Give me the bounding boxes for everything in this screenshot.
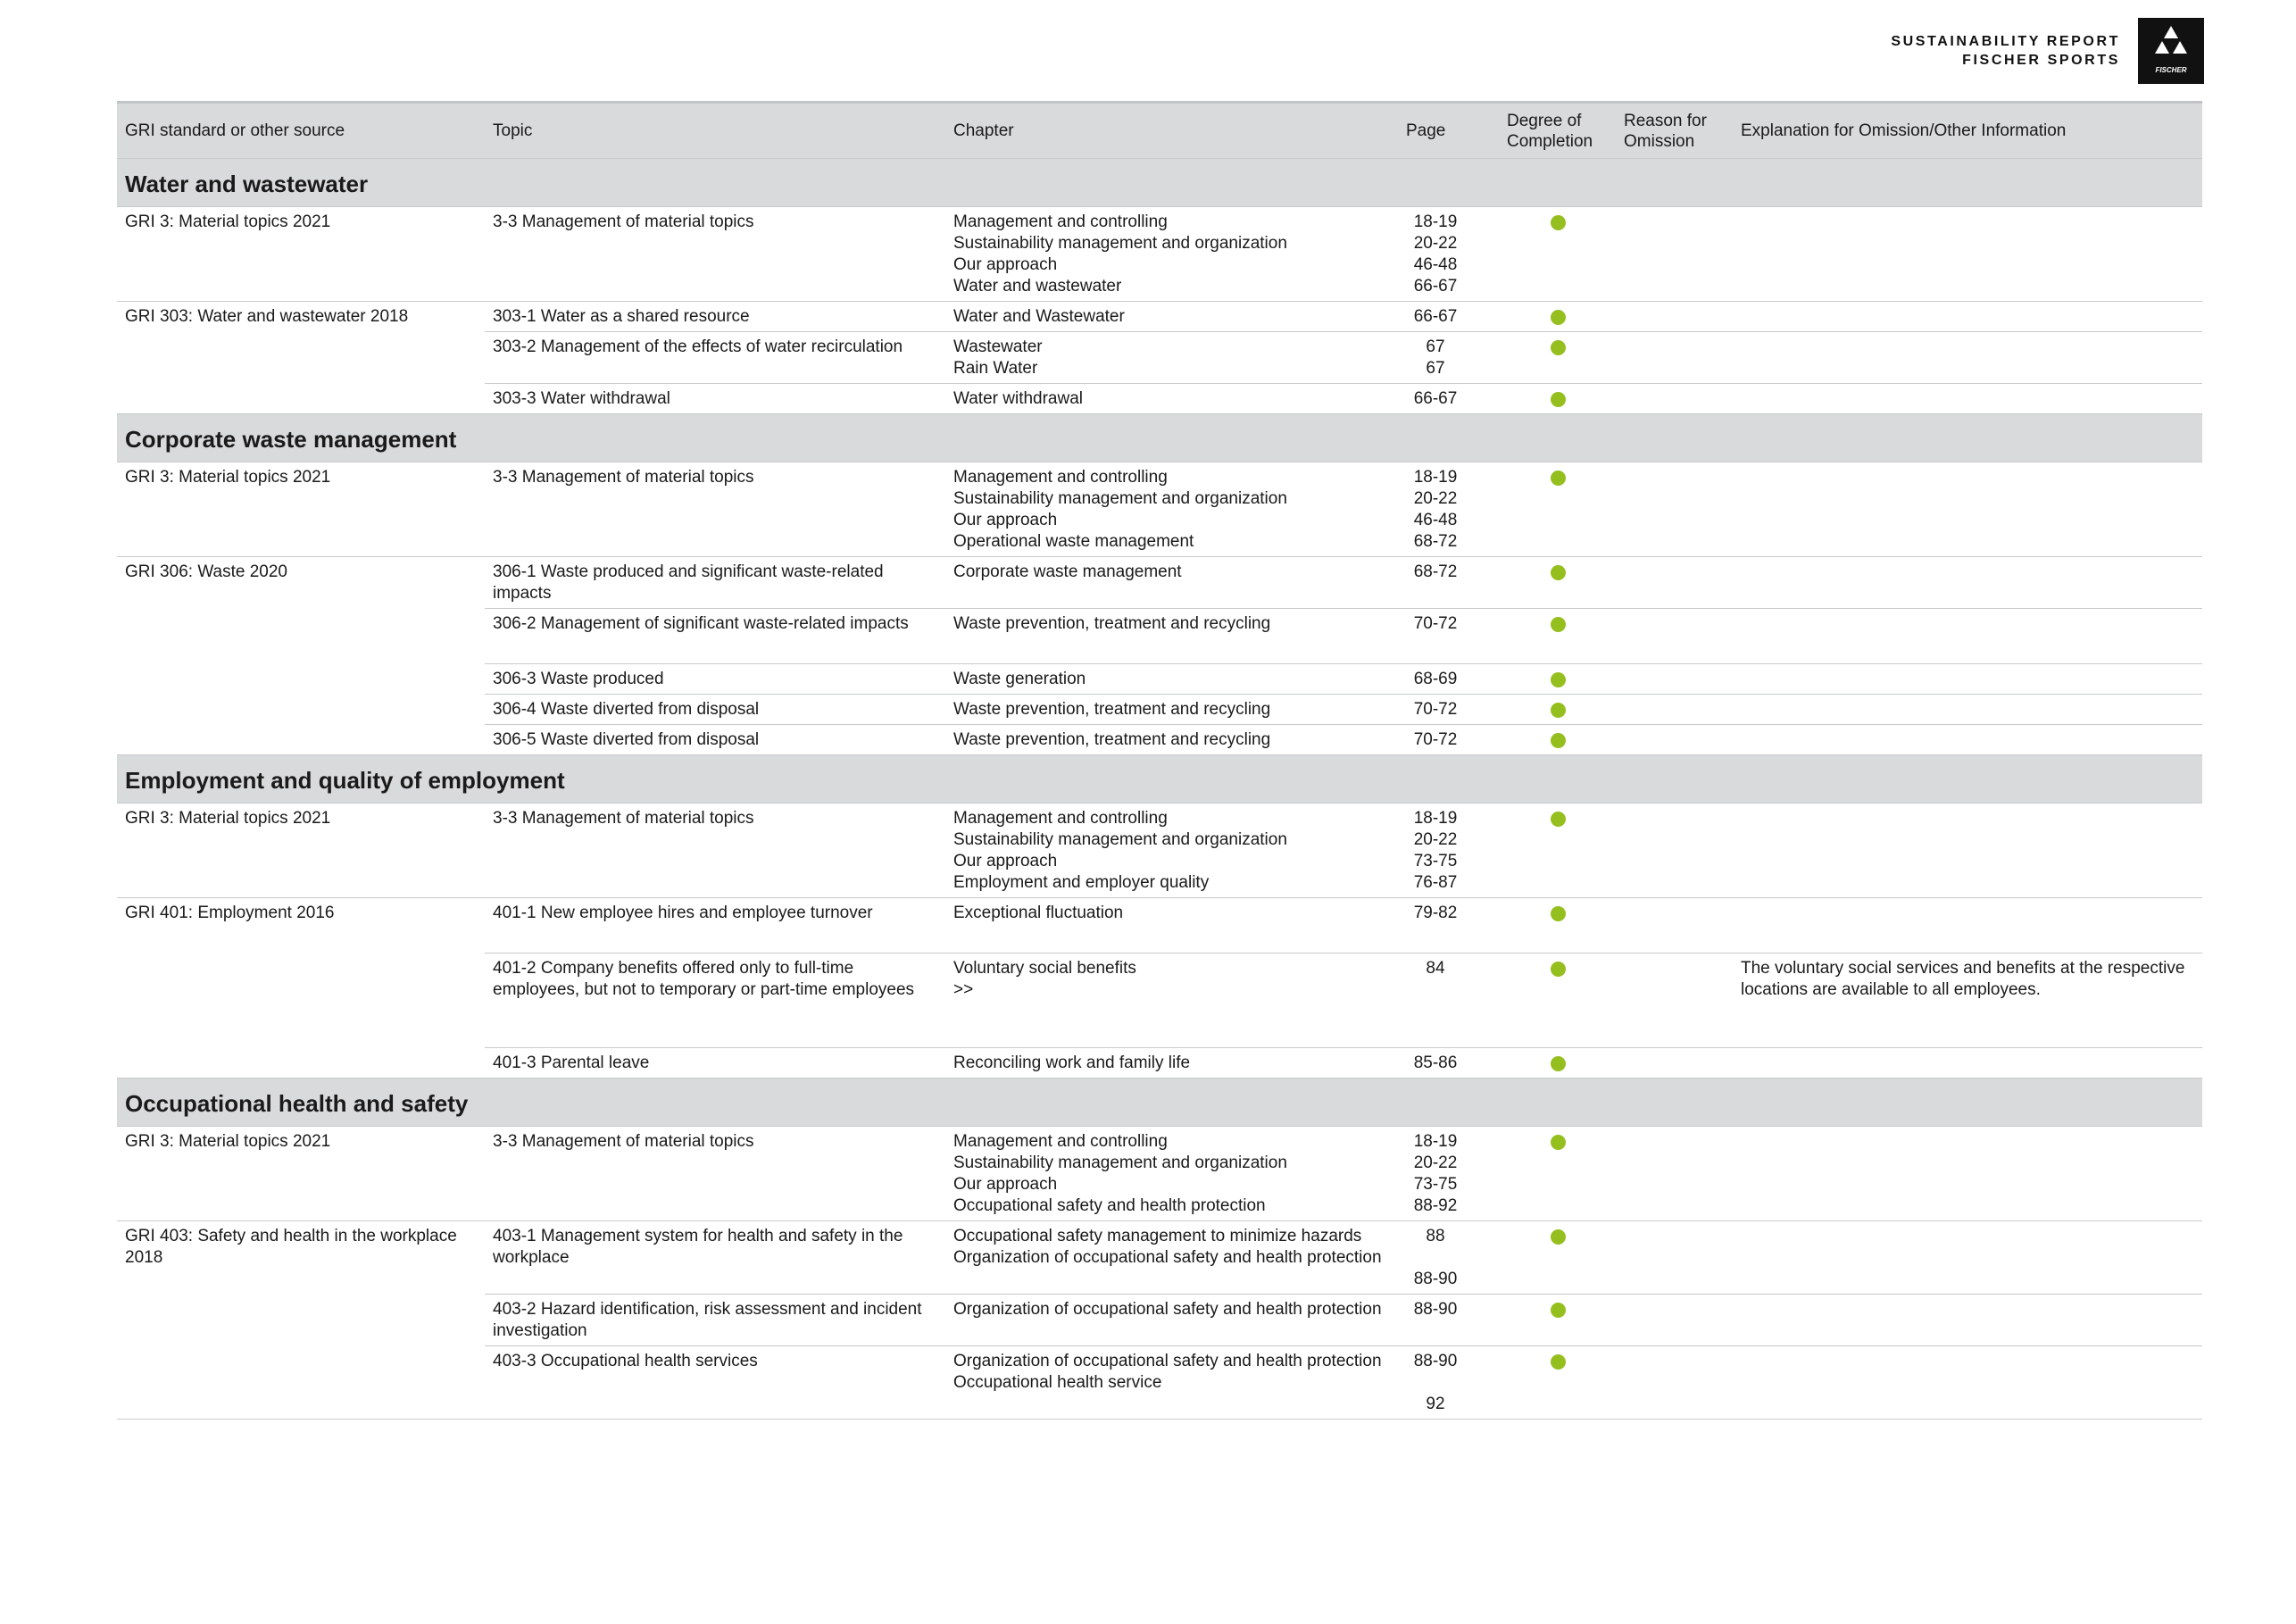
cell-chapter-line: Our approach (953, 1175, 1058, 1194)
header-page: Page (1406, 103, 1499, 159)
cell-explanation (1733, 207, 2202, 302)
cell-source: GRI 303: Water and wastewater 2018 (117, 302, 485, 332)
table-row (117, 725, 2202, 755)
cell-page-line: 70-72 (1413, 614, 1458, 633)
cell-degree (1499, 557, 1616, 609)
cell-chapter (945, 664, 1406, 695)
cell-chapter (945, 804, 1406, 898)
cell-reason (1616, 1221, 1733, 1295)
cell-page-line: 88-90 (1413, 1270, 1458, 1288)
cell-topic: 401-1 New employee hires and employee turnover (485, 898, 945, 954)
cell-chapter-line: Sustainability management and organization (953, 1153, 1287, 1172)
table-row (117, 1346, 2202, 1420)
section-title: Occupational health and safety (117, 1079, 2202, 1127)
cell-topic: 3-3 Management of material topics (485, 462, 945, 557)
table-row (117, 462, 2202, 557)
cell-reason (1616, 1346, 1733, 1420)
section-title: Corporate waste management (117, 414, 2202, 462)
table-row (117, 804, 2202, 898)
cell-page-line: 88-90 (1413, 1352, 1458, 1370)
cell-degree (1499, 695, 1616, 725)
cell-chapter-line: Voluntary social benefits (953, 959, 1136, 978)
cell-degree (1499, 384, 1616, 414)
table-row (117, 1295, 2202, 1346)
cell-reason (1616, 207, 1733, 302)
table-row (117, 557, 2202, 609)
cell-page (1406, 1295, 1499, 1346)
cell-page (1406, 302, 1499, 332)
cell-page-line: 70-72 (1413, 700, 1458, 719)
table-header-row (117, 103, 2202, 159)
cell-chapter-line: Management and controlling (953, 809, 1168, 828)
table-row (117, 695, 2202, 725)
completion-dot-icon (1551, 1303, 1566, 1318)
gri-index-table-container (117, 101, 2202, 1420)
cell-source (117, 1346, 485, 1420)
cell-page-line: 46-48 (1413, 255, 1458, 274)
cell-chapter (945, 725, 1406, 755)
report-title (1891, 32, 2120, 70)
cell-page-line: 20-22 (1413, 1153, 1458, 1172)
cell-page-line: 20-22 (1413, 489, 1458, 508)
cell-page-line: 18-19 (1413, 809, 1458, 828)
logo-wordmark: FISCHER (2155, 66, 2187, 74)
cell-page (1406, 695, 1499, 725)
cell-source (117, 695, 485, 725)
section-title: Employment and quality of employment (117, 755, 2202, 804)
cell-degree (1499, 1346, 1616, 1420)
cell-degree (1499, 609, 1616, 664)
cell-chapter-line: Corporate waste management (953, 562, 1182, 581)
header-source: GRI standard or other source (117, 103, 485, 159)
table-row (117, 332, 2202, 384)
cell-page-line: 18-19 (1413, 212, 1458, 231)
cell-chapter-line: Management and controlling (953, 1132, 1168, 1151)
report-brand (1891, 18, 2204, 84)
cell-chapter-line: Organization of occupational safety and health protection (953, 1300, 1382, 1319)
cell-topic: 306-3 Waste produced (485, 664, 945, 695)
cell-explanation (1733, 725, 2202, 755)
cell-explanation (1733, 1346, 2202, 1420)
cell-chapter (945, 332, 1406, 384)
cell-source (117, 384, 485, 414)
cell-page-line: 68-72 (1413, 562, 1458, 581)
cell-topic: 3-3 Management of material topics (485, 207, 945, 302)
cell-page-line: 68-69 (1413, 670, 1458, 688)
cell-page-line: 18-19 (1413, 1132, 1458, 1151)
cell-page-line: 73-75 (1413, 852, 1458, 870)
cell-chapter-line: Sustainability management and organization (953, 489, 1287, 508)
cell-explanation (1733, 1295, 2202, 1346)
cell-reason (1616, 609, 1733, 664)
cell-explanation (1733, 462, 2202, 557)
cell-topic: 306-2 Management of significant waste-related impacts (485, 609, 945, 664)
cell-chapter-line: >> (953, 980, 974, 999)
cell-explanation (1733, 557, 2202, 609)
completion-dot-icon (1551, 1135, 1566, 1150)
cell-reason (1616, 1295, 1733, 1346)
cell-chapter (945, 207, 1406, 302)
cell-page-line: 84 (1426, 959, 1445, 978)
report-title-line2: FISCHER SPORTS (1962, 53, 2120, 68)
cell-page-line: 88-90 (1413, 1300, 1458, 1319)
cell-source (117, 332, 485, 384)
cell-source: GRI 401: Employment 2016 (117, 898, 485, 954)
completion-dot-icon (1551, 1354, 1566, 1370)
cell-page (1406, 1048, 1499, 1079)
fischer-logo-icon (2138, 18, 2204, 84)
table-row (117, 954, 2202, 1048)
table-row (117, 302, 2202, 332)
cell-degree (1499, 207, 1616, 302)
cell-chapter-line: Water and wastewater (953, 277, 1122, 296)
cell-chapter (945, 1221, 1406, 1295)
cell-page (1406, 557, 1499, 609)
table-row (117, 609, 2202, 664)
cell-page-line: 66-67 (1413, 277, 1458, 296)
cell-chapter (945, 302, 1406, 332)
cell-page-line: 46-48 (1413, 511, 1458, 529)
cell-page (1406, 462, 1499, 557)
header-explanation: Explanation for Omission/Other Information (1733, 103, 2202, 159)
table-row (117, 384, 2202, 414)
cell-chapter-line: Wastewater (953, 337, 1043, 356)
cell-source: GRI 306: Waste 2020 (117, 557, 485, 609)
table-body (117, 159, 2202, 1420)
cell-page (1406, 1127, 1499, 1221)
cell-chapter (945, 462, 1406, 557)
cell-reason (1616, 1127, 1733, 1221)
cell-explanation (1733, 302, 2202, 332)
completion-dot-icon (1551, 733, 1566, 748)
cell-reason (1616, 664, 1733, 695)
completion-dot-icon (1551, 962, 1566, 977)
completion-dot-icon (1551, 703, 1566, 718)
completion-dot-icon (1551, 340, 1566, 355)
cell-degree (1499, 1048, 1616, 1079)
cell-degree (1499, 725, 1616, 755)
cell-source: GRI 3: Material topics 2021 (117, 1127, 485, 1221)
cell-page-line: 20-22 (1413, 234, 1458, 253)
table-row (117, 898, 2202, 954)
cell-chapter-line: Our approach (953, 511, 1058, 529)
cell-source (117, 609, 485, 664)
section-title: Water and wastewater (117, 159, 2202, 207)
cell-topic: 306-1 Waste produced and significant waste-related impacts (485, 557, 945, 609)
cell-topic: 401-2 Company benefits offered only to full-time employees, but not to temporary or part-time employees (485, 954, 945, 1048)
cell-degree (1499, 954, 1616, 1048)
cell-page-line: 88-92 (1413, 1196, 1458, 1215)
cell-explanation: The voluntary social services and benefits at the respective locations are available to all employees. (1733, 954, 2202, 1048)
cell-chapter-line: Waste prevention, treatment and recycling (953, 730, 1271, 749)
cell-degree (1499, 302, 1616, 332)
cell-explanation (1733, 898, 2202, 954)
cell-source (117, 725, 485, 755)
cell-page-line: 85-86 (1413, 1054, 1458, 1072)
table-row (117, 1127, 2202, 1221)
completion-dot-icon (1551, 906, 1566, 921)
cell-chapter-line: Operational waste management (953, 532, 1194, 551)
cell-page-line: 20-22 (1413, 830, 1458, 849)
cell-source (117, 954, 485, 1048)
cell-page-line: 88 (1426, 1227, 1445, 1245)
cell-page-line: 73-75 (1413, 1175, 1458, 1194)
completion-dot-icon (1551, 617, 1566, 632)
cell-chapter-line: Occupational health service (953, 1373, 1162, 1392)
header-chapter: Chapter (945, 103, 1406, 159)
cell-topic: 403-2 Hazard identification, risk assessment and incident investigation (485, 1295, 945, 1346)
cell-page (1406, 898, 1499, 954)
completion-dot-icon (1551, 392, 1566, 407)
cell-topic: 306-5 Waste diverted from disposal (485, 725, 945, 755)
gri-index-table (117, 101, 2202, 1420)
cell-topic: 303-2 Management of the effects of water recirculation (485, 332, 945, 384)
cell-reason (1616, 384, 1733, 414)
cell-chapter-line: Waste prevention, treatment and recycling (953, 614, 1271, 633)
cell-page (1406, 609, 1499, 664)
cell-topic: 303-3 Water withdrawal (485, 384, 945, 414)
cell-reason (1616, 695, 1733, 725)
cell-chapter-line: Employment and employer quality (953, 873, 1210, 892)
cell-source (117, 1295, 485, 1346)
cell-chapter-line: Organization of occupational safety and health protection (953, 1352, 1382, 1370)
cell-explanation (1733, 664, 2202, 695)
table-row (117, 664, 2202, 695)
completion-dot-icon (1551, 812, 1566, 827)
cell-explanation (1733, 1221, 2202, 1295)
cell-page (1406, 384, 1499, 414)
cell-degree (1499, 664, 1616, 695)
cell-topic: 403-1 Management system for health and safety in the workplace (485, 1221, 945, 1295)
cell-page-line: 70-72 (1413, 730, 1458, 749)
completion-dot-icon (1551, 672, 1566, 687)
cell-topic: 3-3 Management of material topics (485, 1127, 945, 1221)
cell-topic: 303-1 Water as a shared resource (485, 302, 945, 332)
cell-page (1406, 207, 1499, 302)
cell-page (1406, 804, 1499, 898)
cell-degree (1499, 332, 1616, 384)
cell-reason (1616, 954, 1733, 1048)
cell-chapter (945, 954, 1406, 1048)
cell-chapter-line: Sustainability management and organization (953, 830, 1287, 849)
section-header-row (117, 414, 2202, 462)
cell-page-line: 18-19 (1413, 468, 1458, 487)
cell-chapter-line: Water and Wastewater (953, 307, 1125, 326)
cell-page-line (1406, 1372, 1465, 1394)
cell-reason (1616, 804, 1733, 898)
cell-page (1406, 954, 1499, 1048)
completion-dot-icon (1551, 565, 1566, 580)
cell-explanation (1733, 332, 2202, 384)
cell-degree (1499, 462, 1616, 557)
cell-topic: 306-4 Waste diverted from disposal (485, 695, 945, 725)
cell-explanation (1733, 609, 2202, 664)
cell-chapter (945, 695, 1406, 725)
cell-explanation (1733, 695, 2202, 725)
cell-page-line: 66-67 (1413, 307, 1458, 326)
cell-chapter-line: Rain Water (953, 359, 1038, 378)
cell-reason (1616, 462, 1733, 557)
cell-topic: 401-3 Parental leave (485, 1048, 945, 1079)
header-reason: Reason for Omission (1616, 103, 1733, 159)
cell-chapter (945, 384, 1406, 414)
cell-explanation (1733, 384, 2202, 414)
cell-degree (1499, 1221, 1616, 1295)
cell-page-line: 92 (1426, 1395, 1445, 1413)
cell-page (1406, 1346, 1499, 1420)
cell-topic: 403-3 Occupational health services (485, 1346, 945, 1420)
cell-reason (1616, 725, 1733, 755)
cell-reason (1616, 557, 1733, 609)
cell-chapter-line: Our approach (953, 852, 1058, 870)
completion-dot-icon (1551, 471, 1566, 486)
cell-chapter (945, 898, 1406, 954)
cell-reason (1616, 1048, 1733, 1079)
cell-chapter-line: Sustainability management and organization (953, 234, 1287, 253)
cell-degree (1499, 898, 1616, 954)
cell-source: GRI 3: Material topics 2021 (117, 207, 485, 302)
cell-chapter (945, 1346, 1406, 1420)
completion-dot-icon (1551, 215, 1566, 230)
cell-chapter (945, 557, 1406, 609)
cell-source: GRI 3: Material topics 2021 (117, 462, 485, 557)
cell-page-line: 67 (1426, 337, 1445, 356)
cell-page-line: 68-72 (1413, 532, 1458, 551)
cell-degree (1499, 804, 1616, 898)
cell-page-line: 76-87 (1413, 873, 1458, 892)
cell-chapter-line: Organization of occupational safety and health protection (953, 1248, 1382, 1267)
cell-source (117, 664, 485, 695)
completion-dot-icon (1551, 1056, 1566, 1071)
section-header-row (117, 755, 2202, 804)
cell-page-line: 79-82 (1413, 904, 1458, 922)
cell-chapter-line: Exceptional fluctuation (953, 904, 1124, 922)
cell-reason (1616, 898, 1733, 954)
completion-dot-icon (1551, 310, 1566, 325)
cell-chapter-line: Waste generation (953, 670, 1086, 688)
cell-chapter-line: Reconciling work and family life (953, 1054, 1191, 1072)
cell-degree (1499, 1127, 1616, 1221)
cell-chapter (945, 1127, 1406, 1221)
cell-page-line: 66-67 (1413, 389, 1458, 408)
table-row (117, 207, 2202, 302)
cell-explanation (1733, 1127, 2202, 1221)
header-topic: Topic (485, 103, 945, 159)
cell-chapter-line: Occupational safety and health protection (953, 1196, 1266, 1215)
cell-source: GRI 3: Material topics 2021 (117, 804, 485, 898)
cell-chapter-line: Occupational safety management to minimize hazards (953, 1227, 1362, 1245)
cell-reason (1616, 302, 1733, 332)
cell-page (1406, 1221, 1499, 1295)
cell-chapter (945, 609, 1406, 664)
cell-explanation (1733, 804, 2202, 898)
cell-explanation (1733, 1048, 2202, 1079)
cell-chapter-line: Our approach (953, 255, 1058, 274)
section-header-row (117, 159, 2202, 207)
report-title-line1: SUSTAINABILITY REPORT (1891, 34, 2120, 49)
cell-source: GRI 403: Safety and health in the workplace 2018 (117, 1221, 485, 1295)
table-row (117, 1221, 2202, 1295)
cell-chapter (945, 1048, 1406, 1079)
cell-chapter (945, 1295, 1406, 1346)
cell-chapter-line: Management and controlling (953, 468, 1168, 487)
cell-degree (1499, 1295, 1616, 1346)
section-header-row (117, 1079, 2202, 1127)
cell-chapter-line: Water withdrawal (953, 389, 1084, 408)
cell-source (117, 1048, 485, 1079)
cell-page-line: 67 (1426, 359, 1445, 378)
cell-topic: 3-3 Management of material topics (485, 804, 945, 898)
completion-dot-icon (1551, 1229, 1566, 1245)
cell-page (1406, 664, 1499, 695)
cell-chapter-line: Waste prevention, treatment and recycling (953, 700, 1271, 719)
cell-page-line (1406, 1247, 1465, 1269)
cell-page (1406, 332, 1499, 384)
cell-reason (1616, 332, 1733, 384)
cell-chapter-line: Management and controlling (953, 212, 1168, 231)
header-degree: Degree of Completion (1499, 103, 1616, 159)
table-row (117, 1048, 2202, 1079)
cell-page (1406, 725, 1499, 755)
